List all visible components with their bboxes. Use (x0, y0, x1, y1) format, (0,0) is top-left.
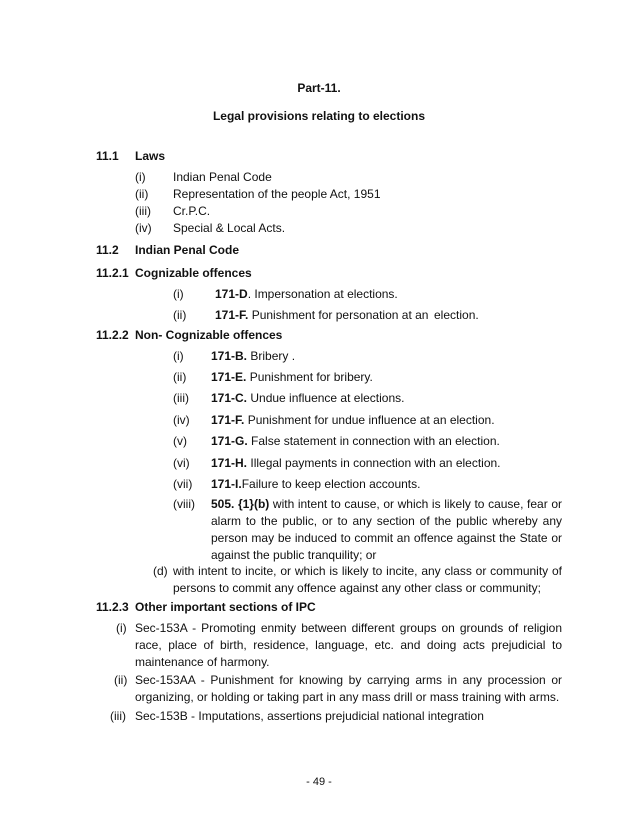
other-item-2-number: (ii) (114, 673, 128, 687)
section-11-1-number: 11.1 (96, 149, 119, 163)
section-code: 505. {1}(b) (211, 497, 270, 511)
noncog-item-6-number: (vi) (173, 456, 190, 470)
section-code: 171-G. (211, 434, 248, 448)
page-title: Legal provisions relating to elections (212, 109, 426, 123)
section-11-2-title: Indian Penal Code (135, 243, 240, 257)
noncog-item-5-text (211, 433, 500, 449)
section-11-2-2-title: Non- Cognizable offences (135, 328, 283, 342)
section-11-1-title: Laws (135, 149, 166, 163)
offence-description: . Impersonation at elections. (247, 287, 398, 301)
section-11-2-3-number: 11.2.3 (96, 600, 129, 614)
laws-item-2-text: Representation of the people Act, 1951 (173, 187, 381, 201)
page-number: - 49 - (306, 776, 332, 788)
offence-description: Punishment for undue influence at an election. (244, 413, 495, 427)
section-code: 171-B. (211, 349, 248, 363)
laws-item-4-number: (iv) (135, 221, 152, 235)
section-code: 171-E. (211, 370, 247, 384)
section-11-2-1-title: Cognizable offences (135, 266, 252, 280)
noncog-item-2-text (211, 369, 373, 385)
other-item-1-number: (i) (116, 621, 127, 635)
noncog-item-7-number: (vii) (173, 477, 193, 491)
section-code: 171-D (215, 287, 248, 301)
section-code: 171-I. (211, 477, 242, 491)
other-item-3-number: (iii) (110, 709, 126, 723)
noncog-item-7-text (211, 476, 420, 492)
cognizable-item-1-text (215, 286, 398, 302)
part-heading: Part-11. (297, 81, 341, 95)
other-item-2-text: Sec-153AA - Punishment for knowing by carrying arms in any procession or organizing, or holding or taking part in any mass drill or mass training with arms. (135, 673, 562, 704)
laws-item-4-text: Special & Local Acts. (173, 221, 286, 235)
offence-description: Punishment for bribery. (246, 370, 373, 384)
section-code: 171-C. (211, 391, 248, 405)
offence-description: Undue influence at elections. (247, 391, 405, 405)
offence-description: Failure to keep election accounts. (241, 477, 421, 491)
noncog-item-1-number: (i) (173, 349, 184, 363)
cognizable-item-2-tail: election. (434, 308, 479, 322)
noncog-item-3-text (211, 390, 404, 406)
laws-item-1-text: Indian Penal Code (173, 170, 272, 184)
section-11-2-2-number: 11.2.2 (96, 328, 129, 342)
cognizable-item-2-number: (ii) (173, 308, 187, 322)
noncog-item-4-text (211, 412, 495, 428)
section-11-2-3-title: Other important sections of IPC (135, 600, 316, 614)
laws-item-3-text: Cr.P.C. (173, 204, 211, 218)
noncog-item-8-text (211, 496, 562, 564)
noncog-item-d-text: with intent to incite, or which is likely to incite, any class or community of persons to commit any offence against any other class or community; (173, 564, 562, 595)
noncog-item-4-number: (iv) (173, 413, 190, 427)
noncog-item-6-text (211, 455, 501, 471)
other-item-1-text: Sec-153A - Promoting enmity between different groups on grounds of religion race, place of birth, residence, language, etc. and doing acts prejudicial to maintenance of harmony. (135, 621, 562, 669)
laws-item-2-number: (ii) (135, 187, 149, 201)
noncog-item-8-number: (viii) (173, 497, 195, 511)
section-11-2-number: 11.2 (96, 243, 119, 257)
other-item-3-text: Sec-153B - Imputations, assertions prejudicial national integration (135, 709, 484, 723)
offence-description: False statement in connection with an election. (247, 434, 500, 448)
noncog-item-5-number: (v) (173, 434, 187, 448)
offence-description: with intent to cause, or which is likely to cause, fear or alarm to the public, or to any section of the public whereby any person may be induced to commit an offence against the State or against the public tranquility; or (211, 497, 562, 562)
section-code: 171-F. (211, 413, 245, 427)
laws-item-3-number: (iii) (135, 204, 151, 218)
noncog-item-3-number: (iii) (173, 391, 189, 405)
noncog-item-d-number: (d) (153, 564, 168, 578)
section-code: 171-F. (215, 308, 249, 322)
cognizable-item-2-text (215, 307, 428, 323)
offence-description: Illegal payments in connection with an election. (247, 456, 501, 470)
noncog-item-1-text (211, 348, 295, 364)
offence-description: Punishment for personation at an (248, 308, 429, 322)
section-11-2-1-number: 11.2.1 (96, 266, 129, 280)
offence-description: Bribery . (247, 349, 296, 363)
section-code: 171-H. (211, 456, 248, 470)
cognizable-item-1-number: (i) (173, 287, 184, 301)
noncog-item-2-number: (ii) (173, 370, 187, 384)
laws-item-1-number: (i) (135, 170, 146, 184)
